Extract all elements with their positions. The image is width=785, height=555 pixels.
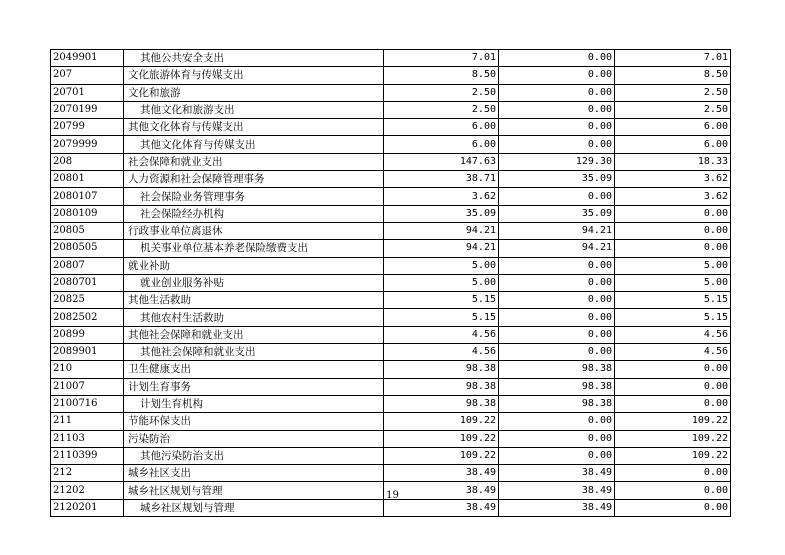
subject-code-cell: 21007 — [51, 378, 124, 395]
total-amount-cell: 5.15 — [384, 309, 499, 326]
subject-name-cell: 人力资源和社会保障管理事务 — [124, 171, 384, 188]
total-amount-cell: 98.38 — [384, 361, 499, 378]
total-amount-cell: 8.50 — [384, 67, 499, 84]
total-amount-cell: 2.50 — [384, 84, 499, 101]
table-row — [51, 378, 731, 395]
basic-expenditure-cell: 98.38 — [499, 361, 615, 378]
basic-expenditure-cell: 38.49 — [499, 499, 615, 516]
subject-name-cell: 计划生育机构 — [124, 395, 384, 412]
project-expenditure-cell: 4.56 — [615, 326, 731, 343]
table-row — [51, 499, 731, 516]
total-amount-cell: 4.56 — [384, 326, 499, 343]
table-row — [51, 84, 731, 101]
basic-expenditure-cell: 129.30 — [499, 153, 615, 170]
subject-code-cell: 2080505 — [51, 240, 124, 257]
subject-name-cell: 机关事业单位基本养老保险缴费支出 — [124, 240, 384, 257]
subject-name-cell: 城乡社区支出 — [124, 465, 384, 482]
project-expenditure-cell: 18.33 — [615, 153, 731, 170]
basic-expenditure-cell: 0.00 — [499, 50, 615, 67]
project-expenditure-cell: 109.22 — [615, 413, 731, 430]
basic-expenditure-cell: 0.00 — [499, 292, 615, 309]
project-expenditure-cell: 0.00 — [615, 205, 731, 222]
subject-name-cell: 文化旅游体育与传媒支出 — [124, 67, 384, 84]
subject-name-cell: 其他社会保障和就业支出 — [124, 326, 384, 343]
subject-code-cell: 207 — [51, 67, 124, 84]
table-row — [51, 465, 731, 482]
subject-code-cell: 2080109 — [51, 205, 124, 222]
project-expenditure-cell: 3.62 — [615, 171, 731, 188]
subject-name-cell: 其他生活救助 — [124, 292, 384, 309]
table-row — [51, 153, 731, 170]
table-row — [51, 344, 731, 361]
project-expenditure-cell: 3.62 — [615, 188, 731, 205]
subject-code-cell: 2089901 — [51, 344, 124, 361]
subject-code-cell: 208 — [51, 153, 124, 170]
project-expenditure-cell: 8.50 — [615, 67, 731, 84]
subject-code-cell: 2049901 — [51, 50, 124, 67]
subject-name-cell: 文化和旅游 — [124, 84, 384, 101]
subject-code-cell: 21202 — [51, 482, 124, 499]
table-row — [51, 67, 731, 84]
subject-code-cell: 212 — [51, 465, 124, 482]
table-row — [51, 240, 731, 257]
subject-code-cell: 20807 — [51, 257, 124, 274]
subject-code-cell: 20701 — [51, 84, 124, 101]
basic-expenditure-cell: 35.09 — [499, 171, 615, 188]
subject-name-cell: 节能环保支出 — [124, 413, 384, 430]
total-amount-cell: 147.63 — [384, 153, 499, 170]
subject-code-cell: 2110399 — [51, 447, 124, 464]
project-expenditure-cell: 0.00 — [615, 395, 731, 412]
table-row — [51, 361, 731, 378]
project-expenditure-cell: 0.00 — [615, 499, 731, 516]
total-amount-cell: 94.21 — [384, 222, 499, 239]
project-expenditure-cell: 0.00 — [615, 482, 731, 499]
subject-code-cell: 2080701 — [51, 274, 124, 291]
total-amount-cell: 6.00 — [384, 119, 499, 136]
basic-expenditure-cell: 0.00 — [499, 84, 615, 101]
project-expenditure-cell: 6.00 — [615, 119, 731, 136]
total-amount-cell: 109.22 — [384, 430, 499, 447]
table-row — [51, 188, 731, 205]
expenditure-table — [50, 49, 731, 517]
table-row — [51, 136, 731, 153]
project-expenditure-cell: 0.00 — [615, 240, 731, 257]
subject-name-cell: 污染防治 — [124, 430, 384, 447]
subject-name-cell: 城乡社区规划与管理 — [124, 482, 384, 499]
total-amount-cell: 38.49 — [384, 499, 499, 516]
basic-expenditure-cell: 0.00 — [499, 344, 615, 361]
subject-code-cell: 2120201 — [51, 499, 124, 516]
project-expenditure-cell: 0.00 — [615, 222, 731, 239]
subject-code-cell: 2070199 — [51, 101, 124, 118]
subject-code-cell: 21103 — [51, 430, 124, 447]
table-row — [51, 413, 731, 430]
project-expenditure-cell: 6.00 — [615, 136, 731, 153]
subject-code-cell: 20825 — [51, 292, 124, 309]
total-amount-cell: 6.00 — [384, 136, 499, 153]
subject-code-cell: 20805 — [51, 222, 124, 239]
basic-expenditure-cell: 0.00 — [499, 136, 615, 153]
subject-code-cell: 20899 — [51, 326, 124, 343]
basic-expenditure-cell: 35.09 — [499, 205, 615, 222]
basic-expenditure-cell: 38.49 — [499, 465, 615, 482]
total-amount-cell: 109.22 — [384, 447, 499, 464]
basic-expenditure-cell: 0.00 — [499, 119, 615, 136]
basic-expenditure-cell: 0.00 — [499, 67, 615, 84]
table-row — [51, 222, 731, 239]
basic-expenditure-cell: 94.21 — [499, 240, 615, 257]
expenditure-table-body — [51, 50, 731, 517]
subject-name-cell: 计划生育事务 — [124, 378, 384, 395]
total-amount-cell: 35.09 — [384, 205, 499, 222]
total-amount-cell: 98.38 — [384, 378, 499, 395]
table-row — [51, 395, 731, 412]
project-expenditure-cell: 0.00 — [615, 465, 731, 482]
subject-code-cell: 2079999 — [51, 136, 124, 153]
basic-expenditure-cell: 0.00 — [499, 430, 615, 447]
project-expenditure-cell: 5.00 — [615, 274, 731, 291]
project-expenditure-cell: 2.50 — [615, 84, 731, 101]
subject-name-cell: 其他污染防治支出 — [124, 447, 384, 464]
basic-expenditure-cell: 98.38 — [499, 395, 615, 412]
table-row — [51, 101, 731, 118]
basic-expenditure-cell: 0.00 — [499, 447, 615, 464]
project-expenditure-cell: 109.22 — [615, 447, 731, 464]
table-row — [51, 274, 731, 291]
total-amount-cell: 94.21 — [384, 240, 499, 257]
total-amount-cell: 109.22 — [384, 413, 499, 430]
total-amount-cell: 5.00 — [384, 274, 499, 291]
subject-name-cell: 其他文化体育与传媒支出 — [124, 119, 384, 136]
subject-code-cell: 2082502 — [51, 309, 124, 326]
table-row — [51, 430, 731, 447]
table-row — [51, 447, 731, 464]
basic-expenditure-cell: 94.21 — [499, 222, 615, 239]
basic-expenditure-cell: 0.00 — [499, 188, 615, 205]
total-amount-cell: 5.00 — [384, 257, 499, 274]
subject-code-cell: 2080107 — [51, 188, 124, 205]
subject-name-cell: 其他文化体育与传媒支出 — [124, 136, 384, 153]
basic-expenditure-cell: 0.00 — [499, 413, 615, 430]
basic-expenditure-cell: 0.00 — [499, 274, 615, 291]
table-row — [51, 171, 731, 188]
subject-name-cell: 社会保障和就业支出 — [124, 153, 384, 170]
project-expenditure-cell: 4.56 — [615, 344, 731, 361]
table-row — [51, 326, 731, 343]
project-expenditure-cell: 5.15 — [615, 292, 731, 309]
subject-name-cell: 其他公共安全支出 — [124, 50, 384, 67]
subject-name-cell: 社会保险经办机构 — [124, 205, 384, 222]
table-row — [51, 257, 731, 274]
subject-code-cell: 211 — [51, 413, 124, 430]
total-amount-cell: 2.50 — [384, 101, 499, 118]
subject-code-cell: 20799 — [51, 119, 124, 136]
table-row — [51, 119, 731, 136]
total-amount-cell: 3.62 — [384, 188, 499, 205]
basic-expenditure-cell: 38.49 — [499, 482, 615, 499]
total-amount-cell: 4.56 — [384, 344, 499, 361]
project-expenditure-cell: 5.00 — [615, 257, 731, 274]
project-expenditure-cell: 5.15 — [615, 309, 731, 326]
project-expenditure-cell: 0.00 — [615, 361, 731, 378]
subject-name-cell: 其他农村生活救助 — [124, 309, 384, 326]
project-expenditure-cell: 2.50 — [615, 101, 731, 118]
subject-name-cell: 社会保险业务管理事务 — [124, 188, 384, 205]
basic-expenditure-cell: 0.00 — [499, 326, 615, 343]
subject-name-cell: 其他社会保障和就业支出 — [124, 344, 384, 361]
subject-code-cell: 210 — [51, 361, 124, 378]
subject-name-cell: 城乡社区规划与管理 — [124, 499, 384, 516]
subject-name-cell: 卫生健康支出 — [124, 361, 384, 378]
total-amount-cell: 98.38 — [384, 395, 499, 412]
basic-expenditure-cell: 98.38 — [499, 378, 615, 395]
total-amount-cell: 38.71 — [384, 171, 499, 188]
project-expenditure-cell: 7.01 — [615, 50, 731, 67]
basic-expenditure-cell: 0.00 — [499, 101, 615, 118]
document-page — [50, 49, 730, 517]
page-number: 19 — [386, 490, 399, 501]
subject-name-cell: 其他文化和旅游支出 — [124, 101, 384, 118]
basic-expenditure-cell: 0.00 — [499, 257, 615, 274]
table-row — [51, 50, 731, 67]
project-expenditure-cell: 109.22 — [615, 430, 731, 447]
subject-code-cell: 20801 — [51, 171, 124, 188]
table-row — [51, 292, 731, 309]
table-row — [51, 309, 731, 326]
subject-code-cell: 2100716 — [51, 395, 124, 412]
subject-name-cell: 就业创业服务补贴 — [124, 274, 384, 291]
total-amount-cell: 38.49 — [384, 482, 499, 499]
subject-name-cell: 行政事业单位离退休 — [124, 222, 384, 239]
total-amount-cell: 7.01 — [384, 50, 499, 67]
subject-name-cell: 就业补助 — [124, 257, 384, 274]
total-amount-cell: 5.15 — [384, 292, 499, 309]
total-amount-cell: 38.49 — [384, 465, 499, 482]
project-expenditure-cell: 0.00 — [615, 378, 731, 395]
table-row — [51, 205, 731, 222]
basic-expenditure-cell: 0.00 — [499, 309, 615, 326]
